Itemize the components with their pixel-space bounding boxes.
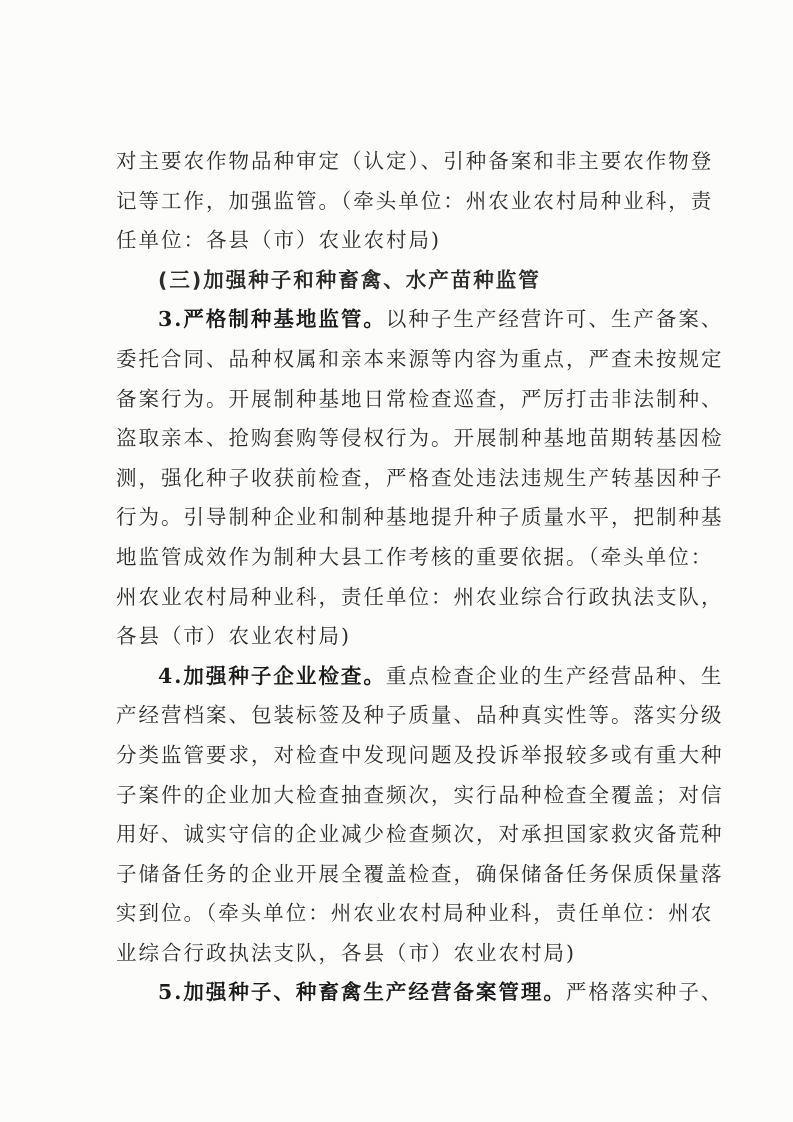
paragraph-line: 子储备任务的企业开展全覆盖检查，确保储备任务保质保量落 [116, 861, 724, 886]
paragraph-line: 州农业农村局种业科，责任单位：州农业综合行政执法支队， [116, 584, 724, 609]
paragraph-line: 用好、诚实守信的企业减少检查频次，对承担国家救灾备荒种 [116, 822, 724, 847]
paragraph-line: 地监管成效作为制种大县工作考核的重要依据。（牵头单位： [116, 544, 714, 569]
paragraph-line [116, 973, 724, 1013]
paragraph-line: 对主要农作物品种审定（认定）、引种备案和非主要农作物登 [116, 149, 714, 173]
paragraph-line: 产经营档案、包装标签及种子质量、品种真实性等。落实分级 [116, 703, 724, 728]
item-text: 严格落实种子、 [565, 980, 724, 1005]
paragraph-line: 分类监管要求，对检查中发现问题及投诉举报较多或有重大种 [116, 742, 724, 767]
paragraph-line: 盗取亲本、抢购套购等侵权行为。开展制种基地苗期转基因检 [116, 426, 724, 451]
document-body [116, 142, 724, 1013]
paragraph-line: 备案行为。开展制种基地日常检查巡查，严厉打击非法制种、 [116, 386, 724, 411]
paragraph-line: 委托合同、品种权属和亲本来源等内容为重点，严查未按规定 [116, 346, 724, 371]
paragraph-line: 行为。引导制种企业和制种基地提升种子质量水平，把制种基 [116, 505, 724, 530]
paragraph-line [116, 657, 724, 697]
paragraph-line: 业综合行政执法支队，各县（市）农业农村局) [116, 940, 576, 965]
paragraph-line: 测，强化种子收获前检查，严格查处违法违规生产转基因种子 [116, 465, 724, 490]
item-text: 以种子生产经营许可、生产备案、 [385, 307, 724, 332]
item-title: 5.加强种子、种畜禽生产经营备案管理。 [158, 980, 566, 1005]
item-title: 3.严格制种基地监管。 [158, 307, 386, 332]
item-text: 重点检查企业的生产经营品种、生 [385, 663, 724, 688]
item-title: 4.加强种子企业检查。 [158, 663, 386, 688]
section-heading: (三)加强种子和种畜禽、水产苗种监管 [158, 267, 541, 292]
paragraph-line: 记等工作，加强监管。（牵头单位：州农业农村局种业科，责 [116, 188, 714, 213]
paragraph-line: 各县（市）农业农村局) [116, 624, 351, 649]
paragraph-line [116, 300, 724, 340]
paragraph-line: 子案件的企业加大检查抽查频次，实行品种检查全覆盖；对信 [116, 782, 724, 807]
paragraph-line: 实到位。（牵头单位：州农业农村局种业科，责任单位：州农 [116, 901, 714, 926]
paragraph-line: 任单位：各县（市）农业农村局) [116, 228, 441, 253]
